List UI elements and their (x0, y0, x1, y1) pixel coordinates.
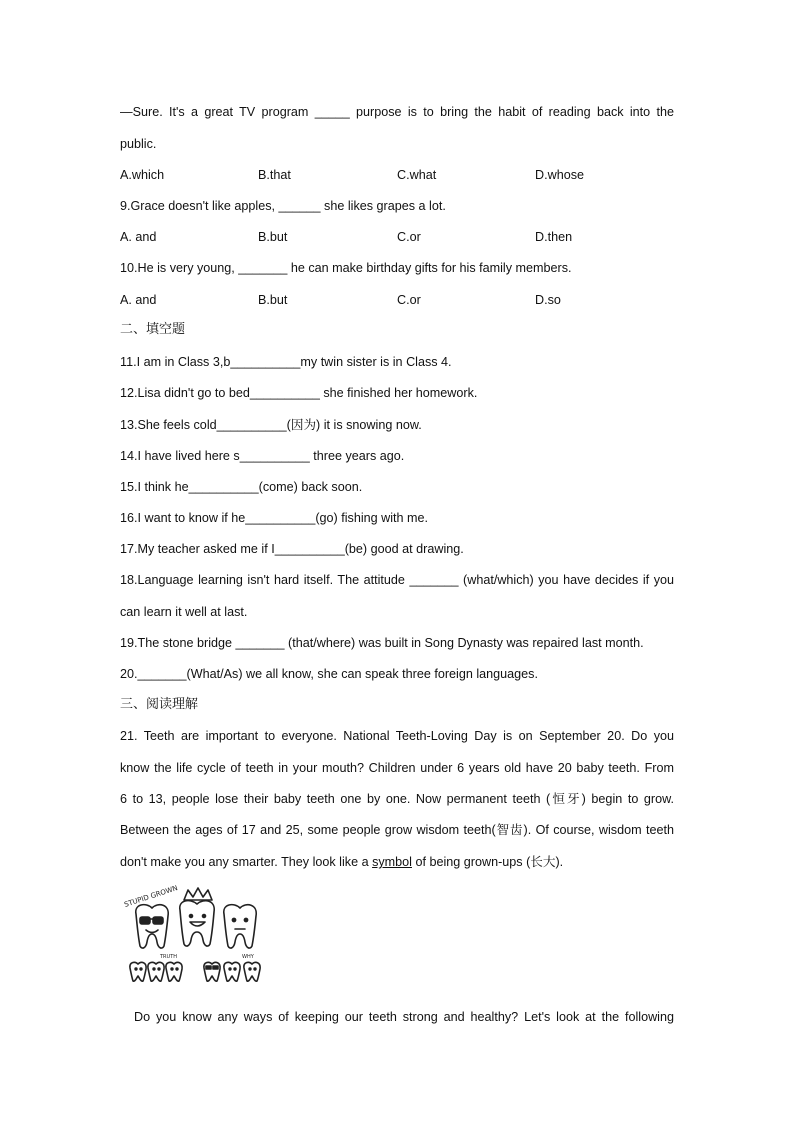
q18-line1: 18.Language learning isn't hard itself. The attitude _______ (what/which) you have decides if you (120, 573, 674, 587)
tooth-neutral-icon (224, 905, 256, 948)
q9-option-d: D.then (535, 230, 573, 244)
tooth-crown-icon (180, 888, 214, 946)
small-teeth-row (130, 954, 260, 981)
passage-line-5-pre: don't make you any smarter. They look like a (120, 855, 373, 869)
q18-line2: can learn it well at last. (120, 605, 248, 619)
q20-text: 20._______(What/As) we all know, she can speak three foreign languages. (120, 667, 538, 681)
q19-text: 19.The stone bridge _______ (that/where) was built in Song Dynasty was repaired last month. (120, 636, 644, 650)
section-2-title: 二、填空题 (120, 322, 186, 337)
q10-option-a: A. and (120, 293, 157, 307)
q8-line2: public. (120, 137, 157, 151)
q10-option-b: B.but (258, 293, 288, 307)
q9-text: 9.Grace doesn't like apples, ______ she likes grapes a lot. (120, 199, 446, 213)
q8-option-b: B.that (258, 168, 291, 182)
q9-option-c: C.or (397, 230, 421, 244)
q10-options (120, 292, 674, 308)
passage-line-1: 21. Teeth are important to everyone. National Teeth-Loving Day is on September 20. Do you (120, 729, 674, 743)
q9-options (120, 229, 674, 245)
fill-question-16: 16.I want to know if he__________(go) fishing with me. (120, 511, 429, 525)
figure-label-small-2: WHY (242, 954, 254, 960)
q8-option-c: C.what (397, 168, 437, 182)
passage-line-5-post: of being grown-ups (长大). (411, 855, 564, 869)
passage-line-4: Between the ages of 17 and 25, some people grow wisdom teeth(智齿). Of course, wisdom teeth (120, 823, 674, 837)
passage-line-2: know the life cycle of teeth in your mouth? Children under 6 years old have 20 baby teeth. From (120, 761, 674, 775)
tooth-sunglasses-icon (136, 905, 168, 948)
passage-line-6: Do you know any ways of keeping our teeth strong and healthy? Let's look at the following (134, 1010, 674, 1024)
passage-line-3: 6 to 13, people lose their baby teeth one by one. Now permanent teeth (恒牙) begin to grow. (120, 792, 674, 806)
q9-option-b: B.but (258, 230, 288, 244)
q8-option-d: D.whose (535, 168, 584, 182)
passage-line-5 (120, 854, 674, 870)
teeth-cartoon-svg (120, 884, 286, 990)
q8-line1: —Sure. It's a great TV program _____ purpose is to bring the habit of reading back into the (120, 105, 674, 119)
q8-options (120, 167, 674, 183)
q10-option-d: D.so (535, 293, 561, 307)
q10-option-c: C.or (397, 293, 421, 307)
fill-question-12: 12.Lisa didn't go to bed__________ she finished her homework. (120, 386, 478, 400)
figure-label-small-1: TRUTH (160, 954, 178, 960)
fill-question-11: 11.I am in Class 3,b__________my twin sister is in Class 4. (120, 355, 452, 369)
teeth-illustration (120, 884, 286, 990)
q9-option-a: A. and (120, 230, 157, 244)
q10-text: 10.He is very young, _______ he can make birthday gifts for his family members. (120, 261, 572, 275)
fill-question-14: 14.I have lived here s__________ three years ago. (120, 449, 405, 463)
figure-label-top: STUPID GROWN (123, 884, 179, 909)
fill-question-13: 13.She feels cold__________(因为) it is snowing now. (120, 418, 422, 432)
q8-option-a: A.which (120, 168, 165, 182)
fill-question-15: 15.I think he__________(come) back soon. (120, 480, 363, 494)
fill-question-17: 17.My teacher asked me if I__________(be) good at drawing. (120, 542, 464, 556)
underlined-word-symbol: symbol (372, 855, 412, 869)
section-3-title: 三、阅读理解 (120, 697, 199, 712)
